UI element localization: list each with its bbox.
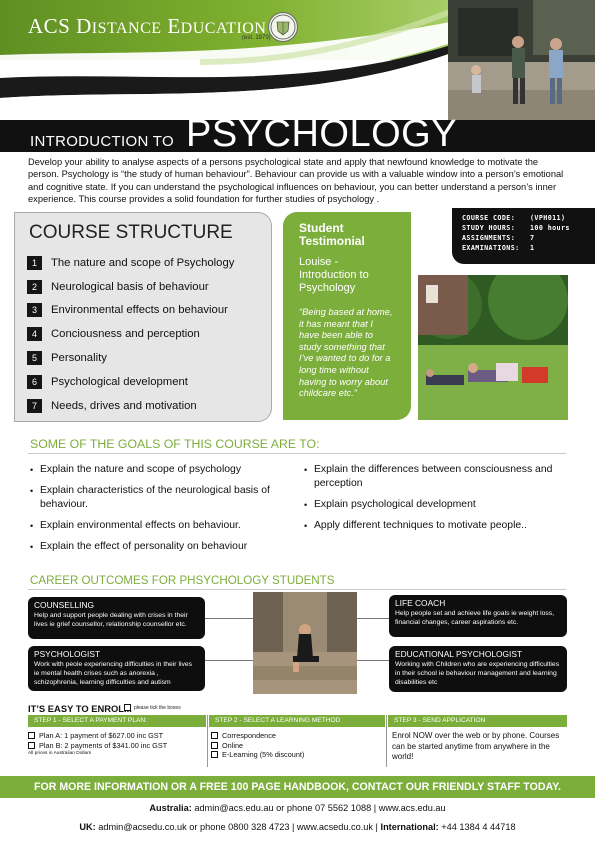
footer-banner: FOR MORE INFORMATION OR A FREE 100 PAGE HANDBOOK, CONTACT OUR FRIENDLY STAFF TODAY. (0, 776, 595, 798)
step3-text: Enrol NOW over the web or by phone. Courses can be started anytime from anywhere in the world! (392, 731, 560, 761)
list-item (27, 346, 234, 370)
elearning-option[interactable]: E-Learning (5% discount) (211, 750, 381, 760)
module-number: 3 (27, 303, 42, 317)
checkbox[interactable] (211, 732, 218, 739)
career-life-coach: LIFE COACH Help people set and achieve life goals ie weight loss, financial changes, career aspirations etc. (389, 595, 567, 637)
testimonial-author: Louise - Introduction to Psychology (299, 256, 369, 294)
testimonial-heading: Student Testimonial (299, 221, 365, 248)
list-item (27, 251, 234, 275)
plan-a-option[interactable]: Plan A: 1 payment of $627.00 inc GST (28, 731, 206, 741)
testimonial-quote: “Being based at home, it has meant that I have been able to study something that I’ve wanted to do for a long time without having to worry about childcare etc.” (299, 307, 393, 399)
list-item: • Explain environmental effects on behaviour. (30, 519, 292, 533)
family-walking-photo (448, 0, 595, 120)
goals-heading: SOME OF THE GOALS OF THIS COURSE ARE TO: (30, 437, 320, 451)
list-item (27, 394, 234, 418)
list-item: • Apply different techniques to motivate people.. (304, 519, 574, 533)
students-in-park-photo (418, 275, 568, 420)
page-title: PSYCHOLOGY (186, 113, 458, 155)
career-educational-psychologist: EDUCATIONAL PSYCHOLOGIST Working with Children who are experiencing difficulties in their school ie behaviour management and learning disabilities etc (389, 646, 567, 692)
course-structure-panel (14, 212, 272, 422)
module-number: 6 (27, 375, 42, 389)
connector-line (357, 660, 389, 661)
checkbox[interactable] (28, 742, 35, 749)
course-structure-list (27, 251, 234, 418)
enrol-heading: IT’S EASY TO ENROL... (28, 703, 132, 714)
module-label: Needs, drives and motivation (51, 399, 197, 412)
intro-paragraph: Develop your ability to analyse aspects of a persons psychological state and apply that newfound knowledge to motivate the person. Psychology is “the study of human behaviour”. Behaviour can provide us with a valuable window into a person’s emotional and cognitive state. If you can understand the psychological influences on behaviour, you can better understand a person’s inner experience. This course provides a solid foundation for further studies of psychology . (28, 157, 564, 204)
module-label: Psychological development (51, 375, 188, 388)
list-item: • Explain the nature and scope of psychology (30, 463, 292, 477)
checkbox[interactable] (28, 732, 35, 739)
online-option[interactable]: Online (211, 741, 381, 751)
module-number: 2 (27, 280, 42, 294)
student-testimonial (283, 212, 411, 420)
course-code-row: COURSE CODE: (VPH011) (462, 214, 566, 222)
list-item (27, 370, 234, 394)
step2-options (211, 731, 381, 760)
module-number: 4 (27, 327, 42, 341)
step3-bar: STEP 3 - SEND APPLICATION (388, 715, 567, 727)
list-item (27, 322, 234, 346)
divider (28, 589, 566, 590)
study-hours-row: STUDY HOURS: 100 hours (462, 224, 570, 232)
career-counselling: COUNSELLING Help and support people dealing with crises in their lives ie grief counsellor, relationship counsellor etc. (28, 597, 205, 639)
checkbox[interactable] (211, 742, 218, 749)
contact-uk: UK: admin@acsedu.co.uk or phone 0800 328 4723 | www.acsedu.co.uk | International: +44 1384 4 44718 (79, 822, 516, 832)
course-structure-title: COURSE STRUCTURE (29, 222, 233, 243)
module-label: Personality (51, 352, 107, 365)
checkbox[interactable] (124, 704, 131, 711)
connector-line (205, 618, 253, 619)
connector-line (205, 660, 253, 661)
header (0, 0, 595, 120)
plan-b-option[interactable]: Plan B: 2 payments of $341.00 inc GST (28, 741, 206, 751)
list-item: • Explain characteristics of the neurological basis of behaviour. (30, 484, 292, 512)
assignments-row: ASSIGNMENTS: 7 (462, 234, 535, 242)
step1-bar: STEP 1 - SELECT A PAYMENT PLAN: (28, 715, 206, 727)
brand-name: ACS DISTANCE EDUCATION (28, 14, 267, 38)
correspondence-option[interactable]: Correspondence (211, 731, 381, 741)
divider (207, 715, 208, 767)
established-note: (est. 1979) (242, 35, 271, 41)
title-prefix: INTRODUCTION TO (30, 133, 174, 150)
module-label: Conciousness and perception (51, 328, 200, 341)
step1-options (28, 731, 206, 757)
woman-on-steps-photo (253, 592, 357, 694)
acs-crest-logo (268, 12, 298, 42)
currency-note: All prices in Australian Dollars (28, 751, 92, 757)
list-item: • Explain the effect of personality on behaviour (30, 540, 292, 554)
contact-australia: Australia: admin@acs.edu.au or phone 07 5562 1088 | www.acs.edu.au (149, 803, 446, 813)
module-number: 5 (27, 351, 42, 365)
enrol-instruction: please tick the boxes (124, 704, 181, 711)
examinations-row: EXAMINATIONS: 1 (462, 244, 535, 252)
goals-list-left (30, 463, 292, 561)
career-outcomes-heading: CAREER OUTCOMES FOR PHSYCHOLOGY STUDENTS (30, 574, 335, 587)
step2-bar: STEP 2 - SELECT A LEARNING METHOD (209, 715, 385, 727)
course-info-box (452, 208, 595, 264)
goals-list-right (304, 463, 574, 540)
module-label: Neurological basis of behaviour (51, 280, 209, 293)
divider (28, 453, 566, 454)
list-item: • Explain psychological development (304, 498, 574, 512)
career-psychologist: PSYCHOLOGIST Work with peole experiencing difficulties in their lives ie mental health crises such as anorexia , schizophrenia, learning difficulties and autism (28, 646, 205, 691)
list-item (27, 299, 234, 323)
module-label: Environmental effects on behaviour (51, 304, 228, 317)
module-number: 7 (27, 399, 42, 413)
module-number: 1 (27, 256, 42, 270)
list-item (27, 275, 234, 299)
list-item: • Explain the differences between consciousness and perception (304, 463, 574, 491)
checkbox[interactable] (211, 751, 218, 758)
connector-line (357, 618, 389, 619)
module-label: The nature and scope of Psychology (51, 256, 235, 269)
divider (386, 715, 387, 767)
